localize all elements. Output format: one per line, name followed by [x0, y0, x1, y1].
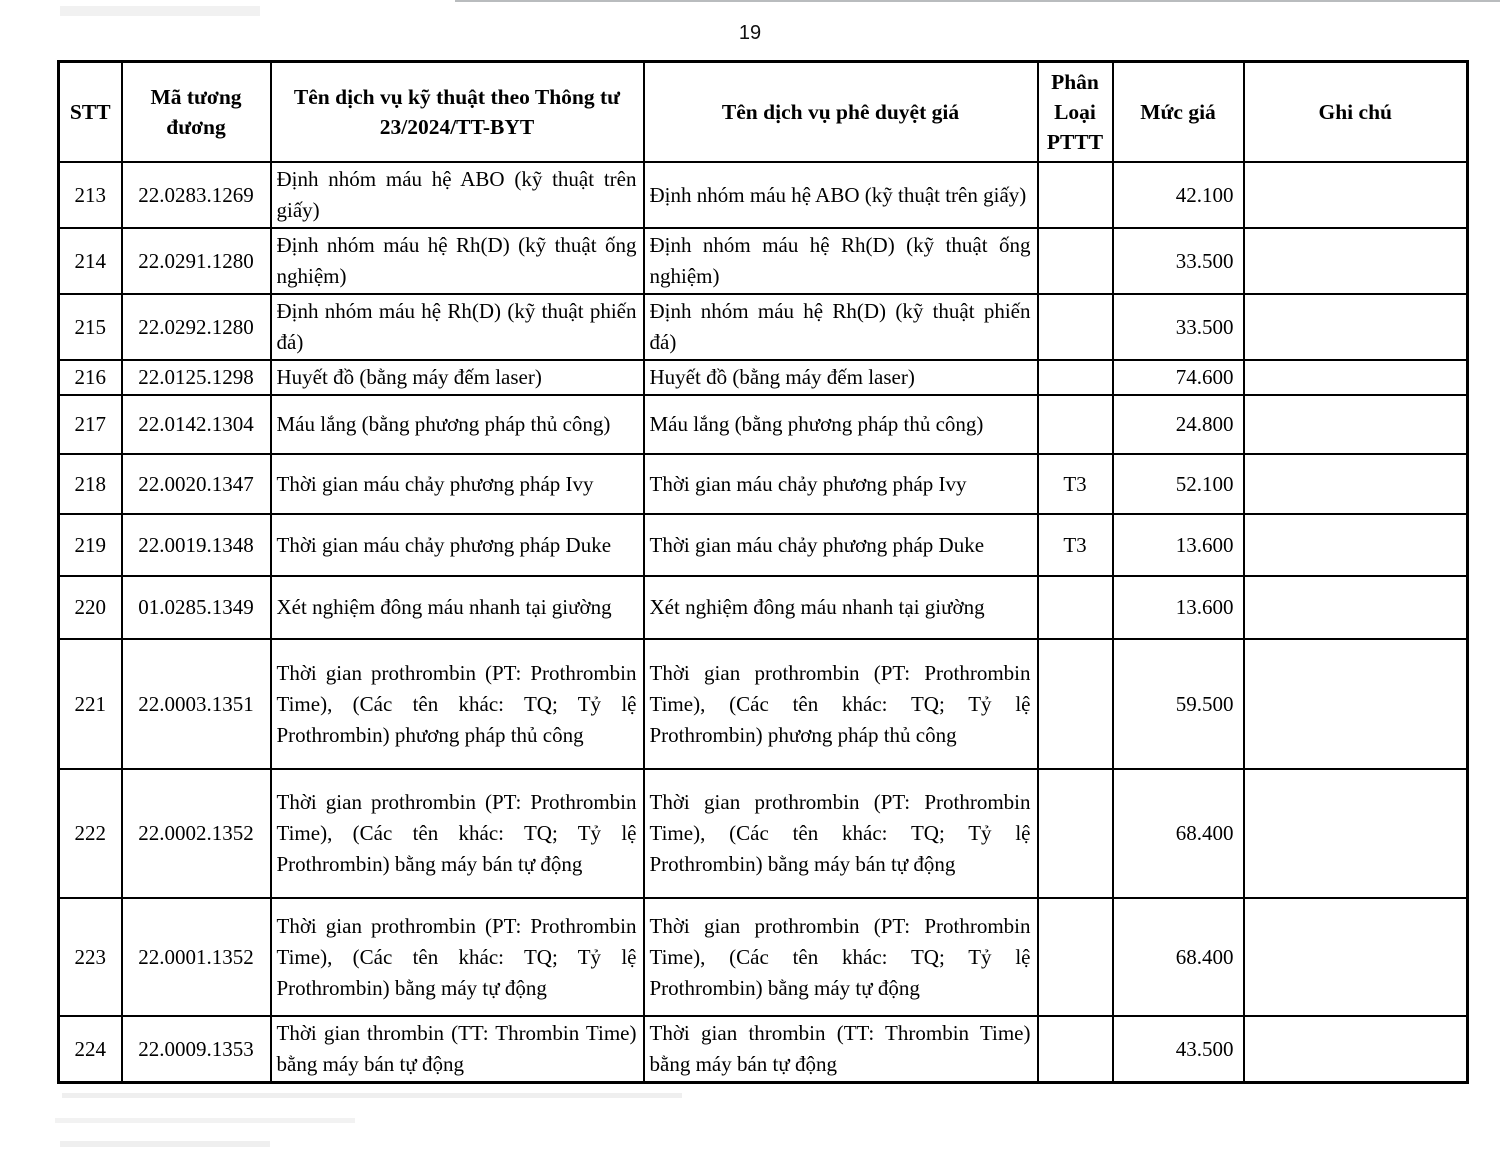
- scan-artifact-top-line: [455, 0, 1500, 2]
- cell-stt: 218: [59, 454, 122, 514]
- col-header-pttt-class: Phân Loại PTTT: [1038, 62, 1113, 163]
- cell-note: [1244, 294, 1468, 360]
- cell-code: 22.0003.1351: [122, 639, 271, 769]
- table-row: [59, 898, 1468, 1016]
- cell-service-tt: Xét nghiệm đông máu nhanh tại giường: [271, 576, 644, 639]
- cell-pttt-class: [1038, 769, 1113, 898]
- cell-service-approved: Máu lắng (bằng phương pháp thủ công): [644, 395, 1038, 454]
- cell-note: [1244, 576, 1468, 639]
- cell-service-approved: Thời gian máu chảy phương pháp Ivy: [644, 454, 1038, 514]
- cell-code: 22.0291.1280: [122, 228, 271, 294]
- table-row: [59, 294, 1468, 360]
- table-row: [59, 162, 1468, 228]
- cell-note: [1244, 514, 1468, 576]
- cell-service-tt: Thời gian thrombin (TT: Thrombin Time) bằng máy bán tự động: [271, 1016, 644, 1083]
- cell-pttt-class: [1038, 162, 1113, 228]
- cell-service-tt: Định nhóm máu hệ ABO (kỹ thuật trên giấy): [271, 162, 644, 228]
- cell-pttt-class: [1038, 228, 1113, 294]
- cell-service-tt: Định nhóm máu hệ Rh(D) (kỹ thuật ống nghiệm): [271, 228, 644, 294]
- cell-service-tt: Huyết đồ (bằng máy đếm laser): [271, 360, 644, 395]
- cell-service-approved: Thời gian thrombin (TT: Thrombin Time) bằng máy bán tự động: [644, 1016, 1038, 1083]
- cell-stt: 214: [59, 228, 122, 294]
- cell-service-approved: Thời gian prothrombin (PT: Prothrombin Time), (Các tên khác: TQ; Tỷ lệ Prothrombin) phương pháp thủ công: [644, 639, 1038, 769]
- cell-stt: 217: [59, 395, 122, 454]
- cell-stt: 224: [59, 1016, 122, 1083]
- cell-stt: 222: [59, 769, 122, 898]
- cell-stt: 221: [59, 639, 122, 769]
- cell-service-approved: Định nhóm máu hệ Rh(D) (kỹ thuật phiến đá): [644, 294, 1038, 360]
- cell-code: 22.0002.1352: [122, 769, 271, 898]
- cell-pttt-class: [1038, 360, 1113, 395]
- cell-service-approved: Huyết đồ (bằng máy đếm laser): [644, 360, 1038, 395]
- cell-pttt-class: [1038, 395, 1113, 454]
- cell-stt: 215: [59, 294, 122, 360]
- cell-pttt-class: T3: [1038, 514, 1113, 576]
- col-header-code: Mã tương đương: [122, 62, 271, 163]
- cell-price: 68.400: [1113, 898, 1244, 1016]
- cell-pttt-class: [1038, 898, 1113, 1016]
- scan-artifact-smudge: [55, 1118, 355, 1123]
- table-row: [59, 514, 1468, 576]
- cell-code: 22.0020.1347: [122, 454, 271, 514]
- cell-service-tt: Thời gian prothrombin (PT: Prothrombin Time), (Các tên khác: TQ; Tỷ lệ Prothrombin) bằng máy bán tự động: [271, 769, 644, 898]
- cell-stt: 223: [59, 898, 122, 1016]
- cell-stt: 213: [59, 162, 122, 228]
- cell-pttt-class: [1038, 1016, 1113, 1083]
- cell-service-approved: Định nhóm máu hệ ABO (kỹ thuật trên giấy): [644, 162, 1038, 228]
- cell-pttt-class: [1038, 576, 1113, 639]
- cell-service-approved: Thời gian prothrombin (PT: Prothrombin Time), (Các tên khác: TQ; Tỷ lệ Prothrombin) bằng máy bán tự động: [644, 769, 1038, 898]
- cell-note: [1244, 360, 1468, 395]
- table-row: [59, 395, 1468, 454]
- col-header-stt: STT: [59, 62, 122, 163]
- cell-service-tt: Thời gian máu chảy phương pháp Ivy: [271, 454, 644, 514]
- cell-service-approved: Thời gian prothrombin (PT: Prothrombin Time), (Các tên khác: TQ; Tỷ lệ Prothrombin) bằng máy tự động: [644, 898, 1038, 1016]
- table-body: [59, 162, 1468, 1083]
- cell-price: 52.100: [1113, 454, 1244, 514]
- table-row: [59, 1016, 1468, 1083]
- table-row: [59, 228, 1468, 294]
- table-row: [59, 454, 1468, 514]
- cell-code: 22.0283.1269: [122, 162, 271, 228]
- cell-note: [1244, 1016, 1468, 1083]
- cell-note: [1244, 228, 1468, 294]
- cell-pttt-class: T3: [1038, 454, 1113, 514]
- cell-stt: 216: [59, 360, 122, 395]
- cell-code: 22.0292.1280: [122, 294, 271, 360]
- cell-code: 22.0019.1348: [122, 514, 271, 576]
- cell-code: 22.0142.1304: [122, 395, 271, 454]
- cell-code: 01.0285.1349: [122, 576, 271, 639]
- cell-note: [1244, 898, 1468, 1016]
- cell-price: 74.600: [1113, 360, 1244, 395]
- page-number: 19: [738, 22, 762, 44]
- cell-note: [1244, 395, 1468, 454]
- cell-code: 22.0009.1353: [122, 1016, 271, 1083]
- service-price-table: [57, 60, 1469, 1084]
- col-header-service-tt: Tên dịch vụ kỹ thuật theo Thông tư 23/2024/TT-BYT: [271, 62, 644, 163]
- cell-price: 33.500: [1113, 294, 1244, 360]
- table-row: [59, 360, 1468, 395]
- cell-stt: 219: [59, 514, 122, 576]
- cell-price: 24.800: [1113, 395, 1244, 454]
- cell-code: 22.0001.1352: [122, 898, 271, 1016]
- cell-price: 42.100: [1113, 162, 1244, 228]
- cell-service-tt: Thời gian prothrombin (PT: Prothrombin Time), (Các tên khác: TQ; Tỷ lệ Prothrombin) phương pháp thủ công: [271, 639, 644, 769]
- scan-artifact-smudge: [62, 1093, 682, 1098]
- cell-note: [1244, 162, 1468, 228]
- cell-price: 13.600: [1113, 576, 1244, 639]
- cell-service-approved: Thời gian máu chảy phương pháp Duke: [644, 514, 1038, 576]
- cell-stt: 220: [59, 576, 122, 639]
- cell-service-tt: Thời gian prothrombin (PT: Prothrombin Time), (Các tên khác: TQ; Tỷ lệ Prothrombin) bằng máy tự động: [271, 898, 644, 1016]
- cell-pttt-class: [1038, 294, 1113, 360]
- cell-code: 22.0125.1298: [122, 360, 271, 395]
- table-row: [59, 639, 1468, 769]
- cell-note: [1244, 454, 1468, 514]
- table-row: [59, 576, 1468, 639]
- cell-note: [1244, 639, 1468, 769]
- cell-price: 33.500: [1113, 228, 1244, 294]
- cell-service-approved: Định nhóm máu hệ Rh(D) (kỹ thuật ống nghiệm): [644, 228, 1038, 294]
- cell-price: 13.600: [1113, 514, 1244, 576]
- col-header-price: Mức giá: [1113, 62, 1244, 163]
- col-header-note: Ghi chú: [1244, 62, 1468, 163]
- scan-artifact-smudge: [60, 1141, 270, 1147]
- col-header-service-approved: Tên dịch vụ phê duyệt giá: [644, 62, 1038, 163]
- cell-service-tt: Máu lắng (bằng phương pháp thủ công): [271, 395, 644, 454]
- cell-price: 43.500: [1113, 1016, 1244, 1083]
- cell-price: 59.500: [1113, 639, 1244, 769]
- cell-service-approved: Xét nghiệm đông máu nhanh tại giường: [644, 576, 1038, 639]
- cell-price: 68.400: [1113, 769, 1244, 898]
- cell-service-tt: Định nhóm máu hệ Rh(D) (kỹ thuật phiến đá): [271, 294, 644, 360]
- cell-pttt-class: [1038, 639, 1113, 769]
- scan-artifact-smudge: [60, 6, 260, 16]
- header-row: [59, 62, 1468, 163]
- cell-note: [1244, 769, 1468, 898]
- table-row: [59, 769, 1468, 898]
- cell-service-tt: Thời gian máu chảy phương pháp Duke: [271, 514, 644, 576]
